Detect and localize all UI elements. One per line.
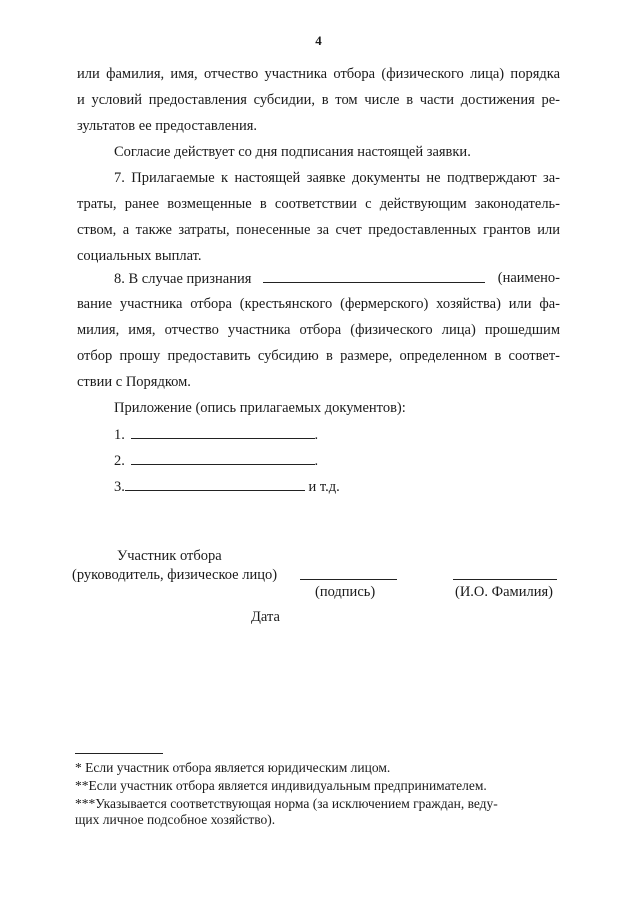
paragraph-8-line: отбор прошу предоставить субсидию в размере, определенном в соответ- — [77, 348, 560, 364]
attachment-item — [114, 477, 340, 496]
footnote: **Если участник отбора является индивидуальным предпринимателем. — [75, 778, 487, 793]
participant-label: Участник отбора — [117, 548, 222, 564]
paragraph-8-line: вание участника отбора (крестьянского (фермерского) хозяйства) или фа- — [77, 296, 560, 312]
attachments-title: Приложение (опись прилагаемых документов): — [114, 400, 406, 416]
footnote: щих личное подсобное хозяйство). — [75, 812, 276, 827]
attachment-suffix: . — [314, 427, 319, 443]
footnote: ***Указывается соответствующая норма (за исключением граждан, веду- — [75, 796, 498, 811]
date-label: Дата — [251, 609, 280, 625]
paragraph-7-line: социальных выплат. — [77, 248, 202, 264]
attachment-number: 1. — [114, 427, 125, 443]
paragraph-8-line: ствии с Порядком. — [77, 374, 191, 390]
footnote-separator — [75, 753, 163, 754]
attachment-suffix: . — [314, 453, 319, 469]
attachment-number: 3. — [114, 479, 125, 495]
attachment-item — [114, 451, 318, 470]
attachment-field[interactable] — [125, 477, 305, 491]
attachment-field[interactable] — [131, 451, 315, 465]
paragraph-8-tail: (наимено- — [497, 270, 560, 286]
paragraph-7-line: 7. Прилагаемые к настоящей заявке документы не подтверждают за- — [114, 170, 560, 186]
paragraph-line: или фамилия, имя, отчество участника отбора (физического лица) порядка — [77, 66, 560, 82]
name-field[interactable] — [453, 579, 557, 580]
attachment-number: 2. — [114, 453, 125, 469]
consent-text: Согласие действует со дня подписания настоящей заявки. — [114, 144, 471, 160]
signature-field[interactable] — [300, 579, 397, 580]
paragraph-8-lead: 8. В случае признания — [114, 271, 252, 287]
footnote: * Если участник отбора является юридическим лицом. — [75, 760, 391, 775]
name-caption: (И.О. Фамилия) — [455, 584, 553, 600]
applicant-name-field[interactable] — [263, 269, 485, 283]
attachment-suffix: и т.д. — [304, 479, 340, 495]
page-number: 4 — [315, 33, 322, 48]
paragraph-line: и условий предоставления субсидии, в том числе в части достижения ре- — [77, 92, 560, 108]
paragraph-7-line: траты, ранее возмещенные в соответствии с действующим законодатель- — [77, 196, 560, 212]
paragraph-8-line: милия, имя, отчество участника отбора (физического лица) прошедшим — [77, 322, 560, 338]
participant-role: (руководитель, физическое лицо) — [72, 567, 278, 583]
paragraph-line: зультатов ее предоставления. — [77, 118, 258, 134]
attachment-item — [114, 425, 318, 444]
paragraph-8-first-line — [114, 269, 560, 288]
signature-caption: (подпись) — [315, 584, 376, 600]
attachment-field[interactable] — [131, 425, 315, 439]
paragraph-7-line: ством, а также затраты, понесенные за счет предоставленных грантов или — [77, 222, 560, 238]
